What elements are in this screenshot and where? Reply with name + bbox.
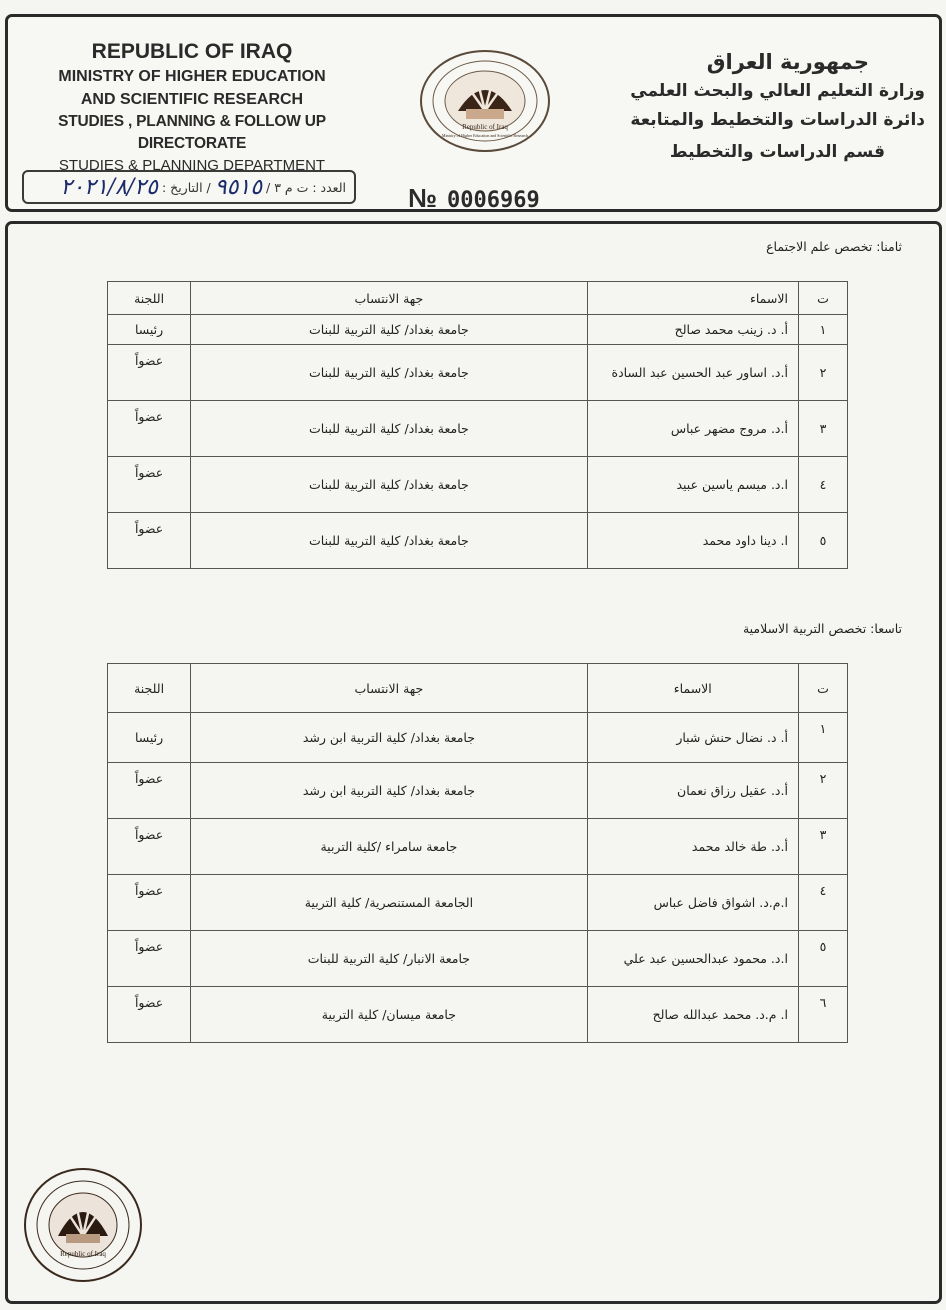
table-row (108, 763, 848, 819)
row-role: عضواً (108, 763, 191, 819)
ar-department: قسم الدراسات والتخطيط (669, 142, 885, 162)
col-header-affiliation: جهة الانتساب (191, 664, 588, 713)
table-header-row (108, 664, 848, 713)
en-ministry: MINISTRY OF HIGHER EDUCATION (58, 68, 326, 85)
row-num: ١ (798, 713, 847, 763)
row-name: ا. م.د. محمد عبدالله صالح (587, 987, 798, 1043)
en-department: STUDIES & PLANNING DEPARTMENT (58, 157, 326, 174)
row-num: ٣ (798, 819, 847, 875)
row-name: أ. د. زينب محمد صالح (587, 315, 798, 345)
col-header-num: ت (798, 282, 847, 315)
serial-number (408, 183, 540, 214)
committee-table-islamic-education (107, 663, 848, 1043)
row-role: عضواً (108, 875, 191, 931)
row-name: أ. د. نضال حنش شبار (587, 713, 798, 763)
row-affiliation: جامعة بغداد/ كلية التربية للبنات (191, 457, 588, 513)
row-name: أ.د. عقيل رزاق نعمان (587, 763, 798, 819)
col-header-role: اللجنة (108, 664, 191, 713)
ref-label: العدد : ت م ٣ / (266, 179, 346, 195)
row-name: ا.د. محمود عبدالحسين عبد علي (587, 931, 798, 987)
row-affiliation: جامعة بغداد/ كلية التربية ابن رشد (191, 763, 588, 819)
table-row (108, 819, 848, 875)
row-num: ٤ (798, 875, 847, 931)
english-letterhead (22, 39, 362, 177)
row-num: ١ (798, 315, 847, 345)
date-value: ٢٠٢١/٨/٢٥ (60, 174, 158, 200)
row-name: أ.د. طة خالد محمد (587, 819, 798, 875)
table-row (108, 457, 848, 513)
row-affiliation: جامعة سامراء /كلية التربية (191, 819, 588, 875)
row-num: ٥ (798, 513, 847, 569)
date-label: / التاريخ : (161, 179, 211, 195)
ministry-seal-icon (418, 49, 553, 154)
row-affiliation: جامعة الانبار/ كلية التربية للبنات (191, 931, 588, 987)
letterhead (5, 14, 942, 212)
row-num: ٣ (798, 401, 847, 457)
row-role: رئيسا (108, 315, 191, 345)
seal-caption: Republic of Iraq (462, 123, 508, 131)
row-role: عضواً (108, 987, 191, 1043)
ar-country: جمهورية العراق (706, 50, 869, 74)
row-num: ٢ (798, 763, 847, 819)
ar-ministry: وزارة التعليم العالي والبحث العلمي (630, 81, 925, 101)
en-directorate: STUDIES , PLANNING & FOLLOW UP DIRECTORATE (58, 113, 326, 152)
row-role: عضواً (108, 345, 191, 401)
row-num: ٢ (798, 345, 847, 401)
table-row (108, 401, 848, 457)
table-row (108, 987, 848, 1043)
row-name: أ.د. اساور عبد الحسين عبد السادة (587, 345, 798, 401)
row-num: ٤ (798, 457, 847, 513)
section-title-islamic-education: تاسعا: تخصص التربية الاسلامية (742, 621, 902, 636)
row-affiliation: جامعة بغداد/ كلية التربية للبنات (191, 315, 588, 345)
row-affiliation: جامعة بغداد/ كلية التربية للبنات (191, 513, 588, 569)
row-num: ٦ (798, 987, 847, 1043)
row-name: ا. دينا داود محمد (587, 513, 798, 569)
table-header-row (108, 282, 848, 315)
committee-table-sociology (107, 281, 848, 569)
section-title-sociology: ثامنا: تخصص علم الاجتماع (766, 239, 902, 254)
row-name: ا.د. ميسم ياسين عبيد (587, 457, 798, 513)
table-row (108, 875, 848, 931)
seal-subcaption: Ministry of Higher Education and Scientific Research (441, 133, 529, 138)
ar-directorate: دائرة الدراسات والتخطيط والمتابعة (630, 110, 925, 130)
en-country: REPUBLIC OF IRAQ (91, 40, 293, 63)
row-role: عضواً (108, 513, 191, 569)
row-affiliation: جامعة بغداد/ كلية التربية للبنات (191, 401, 588, 457)
row-num: ٥ (798, 931, 847, 987)
row-role: عضواً (108, 931, 191, 987)
row-affiliation: جامعة بغداد/ كلية التربية ابن رشد (191, 713, 588, 763)
bottom-seal-icon (22, 1166, 144, 1284)
col-header-affiliation: جهة الانتساب (191, 282, 588, 315)
table-row (108, 345, 848, 401)
row-name: أ.د. مروج مضهر عباس (587, 401, 798, 457)
row-affiliation: الجامعة المستنصرية/ كلية التربية (191, 875, 588, 931)
row-affiliation: جامعة ميسان/ كلية التربية (191, 987, 588, 1043)
row-role: عضواً (108, 457, 191, 513)
row-name: ا.م.د. اشواق فاضل عباس (587, 875, 798, 931)
table-row (108, 513, 848, 569)
row-role: عضواً (108, 401, 191, 457)
table-row (108, 931, 848, 987)
en-ministry-2: AND SCIENTIFIC RESEARCH (80, 91, 304, 108)
col-header-num: ت (798, 664, 847, 713)
row-role: رئيسا (108, 713, 191, 763)
col-header-role: اللجنة (108, 282, 191, 315)
reference-box (22, 170, 356, 204)
row-affiliation: جامعة بغداد/ كلية التربية للبنات (191, 345, 588, 401)
bottom-seal-caption: Republic of Iraq (60, 1250, 106, 1258)
arabic-letterhead (615, 47, 925, 169)
serial-value: 0006969 (446, 188, 540, 213)
table-row (108, 315, 848, 345)
col-header-name: الاسماء (587, 282, 798, 315)
ref-number: ٩٥١٥ (214, 174, 263, 200)
serial-prefix: № (408, 183, 437, 213)
table-row (108, 713, 848, 763)
col-header-name: الاسماء (587, 664, 798, 713)
row-role: عضواً (108, 819, 191, 875)
